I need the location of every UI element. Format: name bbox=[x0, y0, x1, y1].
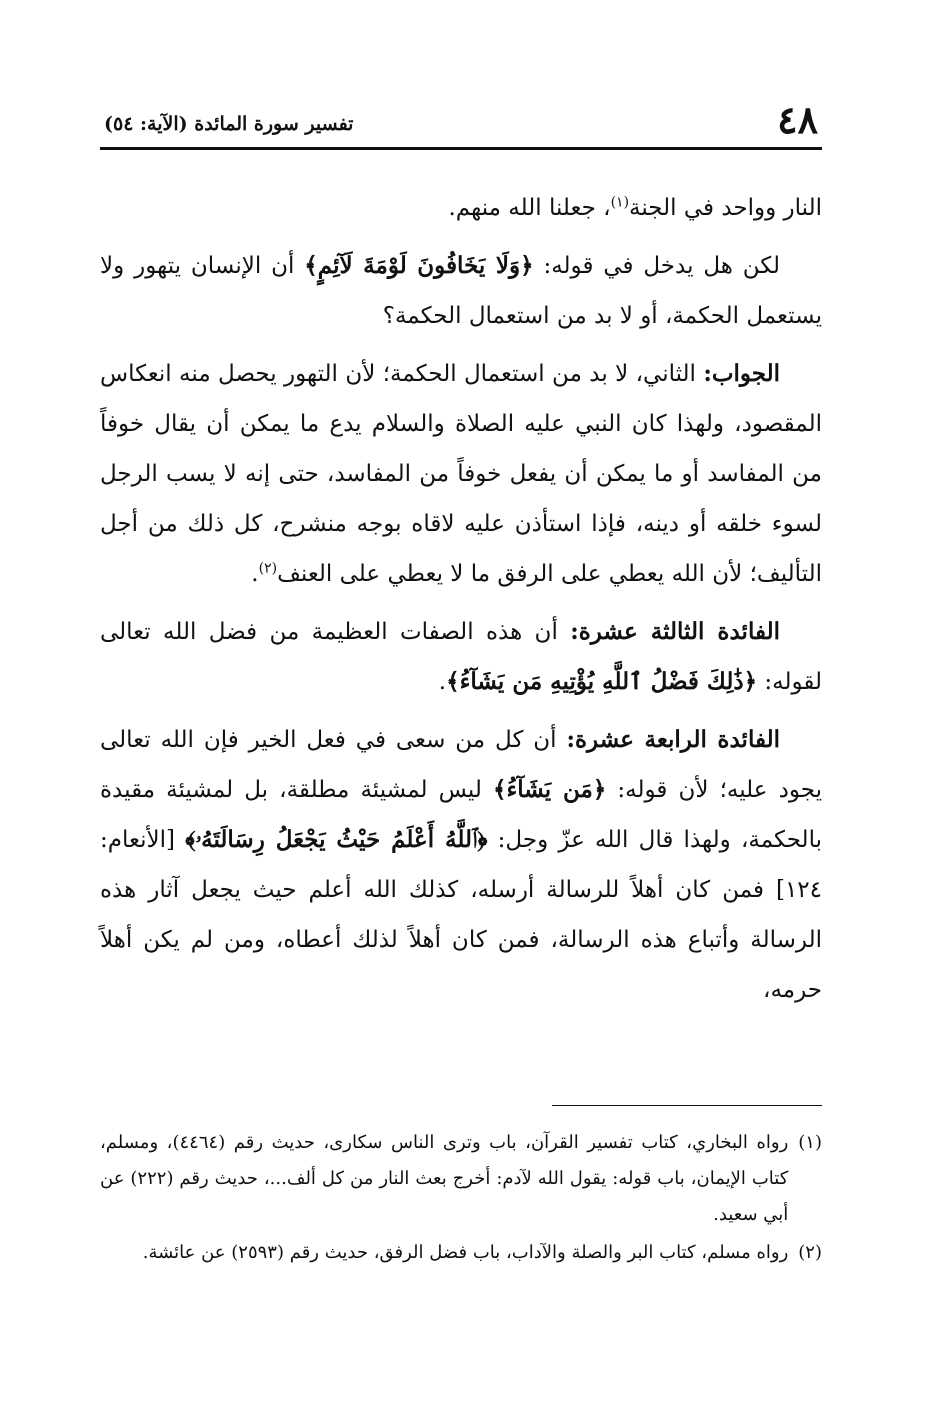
text-run: [الأنعام: ١٢٤] فمن كان أهلاً للرسالة أرسله، كذلك الله أعلم حيث يجعل آثار هذه الرسالة وأتباع هذه الرسالة، فمن كان أهلاً لذلك أعطاه، ومن لم يكن أهلاً حرمه، bbox=[100, 827, 822, 1003]
text-run: أن الإنسان يتهور ولا يستعمل الحكمة، أو لا بد من استعمال الحكمة؟ bbox=[100, 253, 822, 329]
footnote-ref: (٢) bbox=[258, 560, 278, 577]
footnote-rule bbox=[552, 1105, 822, 1106]
text-run: أن هذه الصفات العظيمة من فضل الله تعالى لقوله: bbox=[100, 619, 822, 695]
text-run: . bbox=[251, 561, 259, 587]
paragraph bbox=[100, 715, 822, 1015]
paragraph bbox=[100, 241, 822, 341]
text-run: أن كل من سعى في فعل الخير فإن الله تعالى يجود عليه؛ لأن قوله: bbox=[100, 727, 822, 803]
text-run: ليس لمشيئة مطلقة، بل لمشيئة مقيدة بالحكمة، ولهذا قال الله عزّ وجل: bbox=[100, 777, 822, 853]
header-rule bbox=[100, 147, 822, 150]
body-text bbox=[100, 183, 822, 1023]
paragraph bbox=[100, 349, 822, 599]
footnote-text: رواه مسلم، كتاب البر والصلة والآداب، باب فضل الرفق، حديث رقم (٢٥٩٣) عن عائشة. bbox=[142, 1242, 789, 1263]
footnote-text: رواه البخاري، كتاب تفسير القرآن، باب وترى الناس سكارى، حديث رقم (٤٤٦٤)، ومسلم، كتاب الإيمان، باب قوله: يقول الله لآدم: أخرج بعث النار من كل ألف...، حديث رقم (٢٢٢) عن أبي سعيد. bbox=[100, 1132, 789, 1225]
benefit-heading: الفائدة الرابعة عشرة: bbox=[566, 726, 781, 753]
footnote-ref: (١) bbox=[610, 194, 630, 211]
text-run: الثاني، لا بد من استعمال الحكمة؛ لأن التهور يحصل منه انعكاس المقصود، ولهذا كان النبي عليه الصلاة والسلام يدع ما يمكن أن يقال خوفاً من المفاسد أو ما يمكن أن يفعل خوفاً من المفاسد، حتى إنه لا يسب الرجل لسوء خلقه أو دينه، فإذا استأذن عليه لاقاه بوجه منشرح، كل ذلك من أجل التأليف؛ لأن الله يعطي على الرفق ما لا يعطي على العنف bbox=[100, 361, 822, 587]
answer-label: الجواب: bbox=[703, 360, 780, 387]
footnote bbox=[100, 1235, 822, 1271]
footnotes bbox=[100, 1125, 822, 1273]
text-run: . bbox=[438, 669, 447, 695]
paragraph bbox=[100, 183, 822, 233]
footnote-number: (٢) bbox=[798, 1242, 822, 1263]
quran-verse: ﴿مَن يَشَآءُ﴾ bbox=[492, 776, 607, 803]
text-run: النار وواحد في الجنة bbox=[629, 195, 822, 221]
text-run: ، جعلنا الله منهم. bbox=[448, 195, 611, 221]
text-run: لكن هل يدخل في قوله: bbox=[533, 253, 780, 279]
benefit-heading: الفائدة الثالثة عشرة: bbox=[570, 618, 780, 645]
page-number: ٤٨ bbox=[777, 97, 818, 142]
footnote bbox=[100, 1125, 822, 1233]
quran-verse: ﴿وَلَا يَخَافُونَ لَوْمَةَ لَآئِمٍ﴾ bbox=[304, 252, 534, 279]
paragraph bbox=[100, 607, 822, 707]
footnote-number: (١) bbox=[798, 1132, 822, 1153]
page-header bbox=[100, 95, 822, 147]
quran-verse: ﴿ٱللَّهُ أَعْلَمُ حَيْثُ يَجْعَلُ رِسَالَتَهُۥ﴾ bbox=[185, 826, 488, 853]
running-title: تفسير سورة المائدة (الآية: ٥٤) bbox=[104, 113, 354, 135]
book-page bbox=[100, 95, 822, 1335]
quran-verse: ﴿ذَٰلِكَ فَضْلُ ٱللَّهِ يُؤْتِيهِ مَن يَشَآءُ﴾ bbox=[446, 668, 758, 695]
